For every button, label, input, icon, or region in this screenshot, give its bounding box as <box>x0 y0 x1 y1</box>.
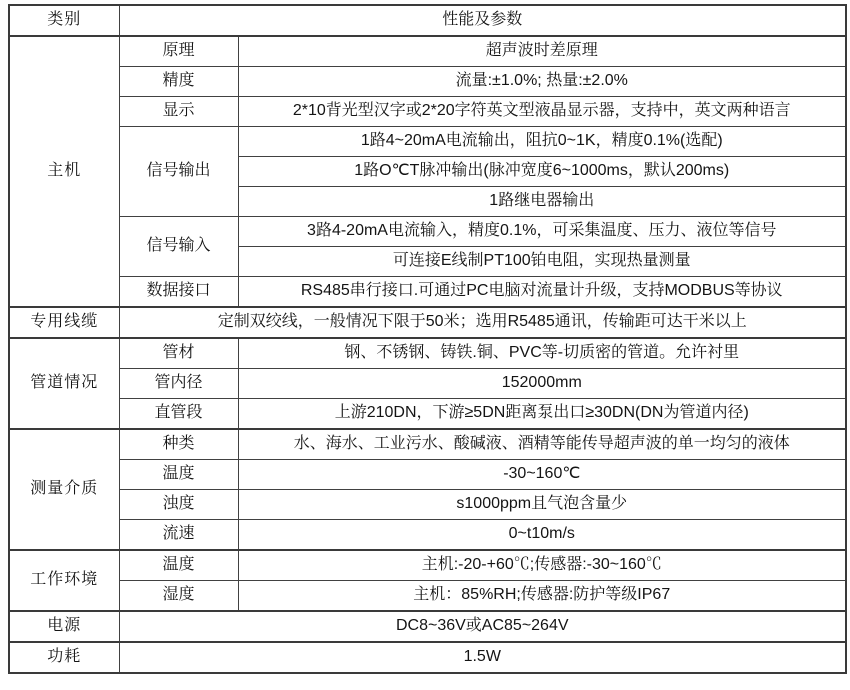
value-flow-velocity: 0~t10m/s <box>238 520 846 551</box>
value-ambient-temperature: 主机:-20-+60℃;传感器:-30~160℃ <box>238 550 846 581</box>
spec-table <box>8 4 847 674</box>
value-turbidity: s1000ppm且气泡含量少 <box>238 490 846 520</box>
label-signal-output: 信号输出 <box>119 127 238 217</box>
table-row <box>9 642 846 673</box>
table-row <box>9 460 846 490</box>
value-data-interface: RS485串行接口.可通过PC电脑对流量计升级，支持MODBUS等协议 <box>238 277 846 308</box>
value-signal-output-1: 1路4~20mA电流输出，阻抗0~1K，精度0.1%(选配) <box>238 127 846 157</box>
table-row <box>9 520 846 551</box>
value-display: 2*10背光型汉字或2*20字符英文型液晶显示器，支持中，英文两种语言 <box>238 97 846 127</box>
label-accuracy: 精度 <box>119 67 238 97</box>
value-signal-input-2: 可连接E线制PT100铂电阻，实现热量测量 <box>238 247 846 277</box>
value-humidity: 主机：85%RH;传感器:防护等级IP67 <box>238 581 846 612</box>
table-row <box>9 307 846 338</box>
label-data-interface: 数据接口 <box>119 277 238 308</box>
table-row <box>9 217 846 247</box>
category-cell-host: 主机 <box>9 36 119 307</box>
value-accuracy: 流量:±1.0%; 热量:±2.0% <box>238 67 846 97</box>
label-pipe-material: 管材 <box>119 338 238 369</box>
label-turbidity: 浊度 <box>119 490 238 520</box>
category-cell-cable: 专用线缆 <box>9 307 119 338</box>
table-row <box>9 97 846 127</box>
category-cell-power: 电源 <box>9 611 119 642</box>
value-principle: 超声波时差原理 <box>238 36 846 67</box>
label-humidity: 湿度 <box>119 581 238 612</box>
table-row <box>9 67 846 97</box>
label-inner-diameter: 管内径 <box>119 369 238 399</box>
label-medium-type: 种类 <box>119 429 238 460</box>
value-signal-output-3: 1路继电器输出 <box>238 187 846 217</box>
table-row <box>9 338 846 369</box>
value-signal-output-2: 1路O℃T脉冲输出(脉冲宽度6~1000ms，默认200ms) <box>238 157 846 187</box>
table-row <box>9 36 846 67</box>
value-pipe-material: 钢、不锈钢、铸铁.铜、PVC等-切质密的管道。允许衬里 <box>238 338 846 369</box>
value-cable: 定制双绞线，一般情况下限于50米；选用R5485通讯，传输距可达干米以上 <box>119 307 846 338</box>
value-inner-diameter: 152000mm <box>238 369 846 399</box>
table-row <box>9 399 846 430</box>
table-row <box>9 277 846 308</box>
header-category-cell: 类别 <box>9 5 119 36</box>
table-row <box>9 550 846 581</box>
table-row <box>9 611 846 642</box>
value-consumption: 1.5W <box>119 642 846 673</box>
table-header-row <box>9 5 846 36</box>
table-row <box>9 429 846 460</box>
value-medium-temperature: -30~160℃ <box>238 460 846 490</box>
category-cell-consumption: 功耗 <box>9 642 119 673</box>
table-row <box>9 127 846 157</box>
label-medium-temperature: 温度 <box>119 460 238 490</box>
label-flow-velocity: 流速 <box>119 520 238 551</box>
category-cell-medium: 测量介质 <box>9 429 119 550</box>
value-signal-input-1: 3路4-20mA电流输入，精度0.1%，可采集温度、压力、液位等信号 <box>238 217 846 247</box>
table-row <box>9 581 846 612</box>
header-params-cell: 性能及参数 <box>119 5 846 36</box>
label-ambient-temperature: 温度 <box>119 550 238 581</box>
category-cell-environment: 工作环境 <box>9 550 119 611</box>
value-straight-section: 上游210DN，下游≥5DN距离泵出口≥30DN(DN为管道内径) <box>238 399 846 430</box>
value-power: DC8~36V或AC85~264V <box>119 611 846 642</box>
category-cell-pipe: 管道情况 <box>9 338 119 429</box>
label-straight-section: 直管段 <box>119 399 238 430</box>
table-row <box>9 490 846 520</box>
label-display: 显示 <box>119 97 238 127</box>
label-principle: 原理 <box>119 36 238 67</box>
table-row <box>9 369 846 399</box>
value-medium-type: 水、海水、工业污水、酸碱液、酒精等能传导超声波的单一均匀的液体 <box>238 429 846 460</box>
label-signal-input: 信号输入 <box>119 217 238 277</box>
